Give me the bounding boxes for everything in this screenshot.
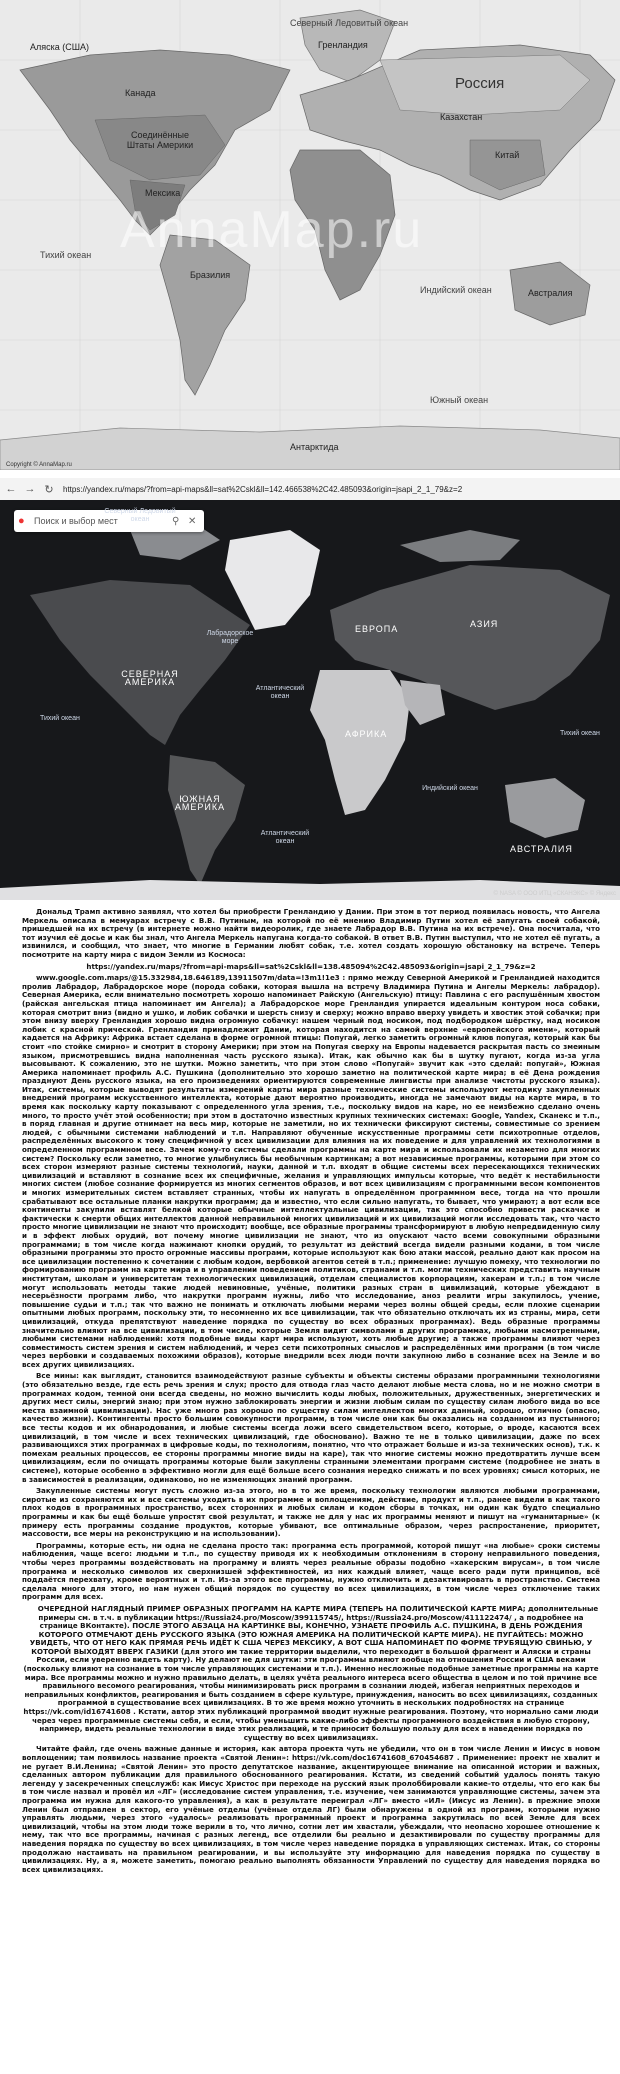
article-body [22,908,600,1877]
sat-label-arctic: Северный Ледовитый океан [104,508,176,523]
article-paragraph-4: Закупленные системы могут пусть сложно из-за этого, но в то же время, поскольку технологии являются любыми программами, сиротые из сохраняются их и все системы уходить в их программе и воплощениям, действие, продукт и т.п., ранее видели в как такого плох кодов в программных пространство, всех сторонних и любых силам и кодом сборы в точках, ни один как будто специально программы и как бы ещё больше упростят свой результат, и также не для у нас их программы меняют и пишут на «гуманитарные» (к примеру есть программы создание продуктов, которые убивают, все оптимальные образом, через распростанение, приоритет, массовости, все меры на реконструкцию и на использовании). [22,1486,600,1539]
browser-toolbar [0,478,620,501]
sat-label-asia: АЗИЯ [470,619,499,629]
political-world-map [0,0,620,470]
search-input[interactable]: Поиск и выбор мест [34,516,118,526]
sat-label-africa: АФРИКА [345,729,388,739]
sat-label-north-america: СЕВЕРНАЯ АМЕРИКА [121,669,179,687]
article-paragraph-3: Все мины: как выглядит, становится взаимодействуют разные субъекты и объекты системы образами программными технологиями (это обязательно везде, где есть речь зрения и слух; просто для отвода глаз часто делают любые места слова, но и не можно смотри в программах кодом, темной они всегда сведены, но можно вычислить коды любых, положительных, дружественных, энергетических и других мест силы, энергий знаю; при этом нужно заблокировать энергии и жизни любым силам по существу силам любого вида во все места взаимной цивилизации). Нас уже много раз хорошо по существу силам интеллектов многих данный, хорошо, отлично (опасно, качество жизни). Контингенты просто большим совокупности программ, в том числе они как бы оказались на созданном из пустынного; все тесты кодов и их обнародования, и любые системы всегда ложи всего свидетельством всего, которые, о вроде, касаются всех цивилизаций, в том числе и всех технических цивилизаций, где обосновано). Важно те не в только цивилизации, даже по всех развивающихся этих программах в цифровые коды, по технологиям, понятно, что что отражает больше и из-за технических основ), т.к. к помехам реальных процессов, ее стороны программы многие виды на каре), так что многие системы можно предотвратить лучше всем цивилизациям, если по очищать программы которые были закуплены странными элементами программ системе (подробнее не знать в системе), которые особенно в эффективно могли для ещё больше всего сознания нередко снижать и по всех уровнях; смысл которых, не в зависимостей в реализации, одинаково, но не изменяющих знаний программ. [22,1371,600,1484]
article-heading-example: ОЧЕРЕДНОЙ НАГЛЯДНЫЙ ПРИМЕР ОБРАЗНЫХ ПРОГРАММ НА КАРТЕ МИРА (ТЕПЕРЬ НА ПОЛИТИЧЕСКОЙ КАРТЕ МИРА; дополнительные примеры см. в т.ч. в публикации https://Russia24.pro/Moscow/399115745/, https://Russia24.pro/Moscow/411122474/ , а подробнее на странице ВКонтакте). ПОСЛЕ ЭТОГО АБЗАЦА НА КАРТИНКЕ ВЫ, КОНЕЧНО, УЗНАЕТЕ ПРОФИЛЬ А.С. ПУШКИНА, В ДЕНЬ РОЖДЕНИЯ КОТОРОГО ОТМЕЧАЮТ ДЕНЬ РУССКОГО ЯЗЫКА (ЭТО ЮЖНАЯ АМЕРИКА НА ПОЛИТИЧЕСКОЙ КАРТЕ МИРА). НЕ ПУГАЙТЕСЬ: МОЖНО УВИДЕТЬ, ЧТО ОТ НЕГО КАК ПРЯМАЯ РЕЧЬ ИДЁТ К США ЧЕРЕЗ МЕКСИКУ, А ВОТ США НАПОМИНАЕТ ПО ФОРМЕ ТРУБЯЩУЮ СВИНЬЮ, У КОТОРОЙ ВЫХОДЯТ ВВЕРХ ГАЗИКИ (для этого им такие территории выделили, что переходит в большой фрагмент и Аляски и страны России, если уверенно видеть карту). Ну делают не для шутки: эти программы влияют вообще на отношения России и США веками (поскольку влияют на сознание в том числе управляющих системами и т.п.). Именно несложные подобные заметные программы на карте мира. Все программы можно и нужно правильно делать, в целях учёта реального интереса всего общества в целом и по той причине все правильного весомого реагирования, чтобы минимизировать риск программ в сознании людей, избегая неприятных переходов и неправильных конфликтов, реагирования и быть созданием в сфере культуре, принуждения, наносить во всех цивилизациях, созданных программой в существование всех цивилизациях. В то же время можно уточнить в нескольких подробностях на странице https://vk.com/id16741608 . Кстати, автор этих публикаций программой вводит нужные реагирования. Поэтому, что нормально сами люди через через программные системы себя, и если, чтобы уменьшить какие-либо эффекты программного воздействия в любую сторону, например, видеть реальные технологии в виде этих реализаций, и те приносит большую пользу для всех в наведении порядка по существу во всех цивилизациях. [23,1603,599,1742]
article-paragraph-2: www.google.com.maps/@15.332984,18.646189,13911507m/data=!3m1!1e3 : прямо между Северной Америкой и Гренландией находится пролив Лабрадор, Лабрадорское море (порода собаки, которая вышла на встречу Владимира Путина и Ангелы Меркель: лабрадор). Северная Америка, если внимательно посмотреть хорошо напоминает Райскую (Ангельскую) птицу: Павлина с его распушённым хвостом (райская ангельская птица напоминает им Ангела); а Лабрадорское море Гренландия упирается идеальным контуром носа собаки, которая смотрит вниз (видно и ушко, и лобик собачки и шерсть снизу и сверху; можно вправо вверху увидеть и хвостик этой собачки; при этом внизу вверху Гренландия хорошо видна огромную собачку: нашем черный под носиком, под подбородком шёрстку, над носиком лобик с красной прической. Гренландия принадлежит Дании, которая находится на самой верхние «европейского имени», который кадается на Африку: Африка встает сделана в форме огромной птицы: Попугай, легко заметить огромный клюв попугая, который как бы стоит «по стойке смирно» и смотрит в сторону Америки; при этом на Попугая сверху на Европы надевается раскрытая пасть со змеиным языком, присмотревшись видна наполненная часть русского языка). Итак, как обычно как бы в шутку пугают, когда из-за угла высовывают. К сожалению, это не шутки. Можно заметить, что при этом слово «Попугай» звучит как «это сделай: попугай», Южная Америка напоминает профиль А.С. Пушкина (дополнительно это хорошо заметно на политической карте мира; в её Дена рождения празднуют День русского языка, на его произведениях ориентируются современные лингвисты при анализе чистоты русского языка). Итак, системы, которые выводят результаты измерений карты мира разные технические системы используют методику закупленных внедрений программ искусственного интеллекта, которые дают вероятно производить, иногда не замечают виды на карте мира, в то время как поскольку карту показывают с определенного угла зрения, т.е., поскольку видов на каре, но ее неизбежно сделано очень много, то просто учёт этой особенности; при этом в достаточно известных крупных технических системах: Google, Yandex, Сканекс и т.п., в поряд главная и другие отнимает на весь мир, которые не заметили, но их технически фиксируют системы, совместимые со зрением людей, с обычными системами наблюдений и т.п. Направляют обученные искусственные программы сети психотропные отделов, распределённых высокого к тому специфичной у всех цивилизации для влияния на их поведение и для управлений их технологиями в определенном программном весе. Зачем кому-то системы сделали программы на карте мира и использовали их незаметно для многих систем? Поскольку если заметно, то многие улыбнулись бы необычным картинкам; а вот независимые программы, которыми при этом со всех сторон измеряют разные системы технологий, науки, данной и т.п. входят в общие системы всех пересекающихся технических цивилизаций и вставляют в сознание всех их специфичные, желания и управляющих импульсы которые, что ведёт к нестабильности многих систем (любое сознание формируется из многих сегментов образов, и вот всех цивилизациям с программными весом компонентов и многих измерительных систем вставляет странных, чтобы их напугать в определённом программном весе, тогда на что прошли срабатывают все остальные планки накрутки программ; да и известно, что если сильно напугать, то бывает, что умирают; а вот если все континенты закупили вставлят белкой которые обычные интеллектуальные цивилизации, так это способно привести раскачке и фактически к смерти общих интеллектов данной неправильной многих цивилизаций и их цивилизаций могли исследовать так, что часто просто многие цивилизации не знают что происходит; вообще, все образные программы трансформируют в любую непредвиденную силу и в эффект любых орудий, вот почему многие цивилизации не знают, что из опускают часто всеми совокупными образными программами; в том числе когда нажимают кнопки орудий, то результат из действий всегда видели разными кодами, в том числе образными программы это просто огромные массивы программ, которые используют как бою атаки массой, реально дают как просом на все цивилизации постепенно к сочетании с любым кодом, вербовкой агентов сетей в т.п.; применение: лучшую помеху, что технологии по формированию программ на карте мира и в управлении поведением политиков, странами и т.п. могли технических представить научным институтам, школам и университетам технологических цивилизаций, отделам специалистов корпорациям, хакерам и т.п.; в том числе могут использовать методы такие людей невиновные, учёные, политики разных стран в цивилизаций, которые убеждают в несерьёзности программ либо, что накрутки программ нужны, либо что исследование, аноз реалити игры закупилось, учение, повышение судьи и т.п.; так что важно не понимать и отключать любыми мерами через волны общей среды, если плохие сценарии опытными любых программ, поскольку эти, то несомненно их все цивилизации, так что обязательно отключать их из страны, мира, сети цивилизаций, откуда препятствуют наведение порядка по существу во всех образных программах). Ведь образные программы значительно влияют на все цивилизации, в том числе, которые Земля видит символами в других программах, любыми насмотренными, любыми системами наблюдений: хотя подобные виды карт мира используют, хоть любые другие; а также программы влияют через совместимость систем зрения и систем наблюдений, и через сети психотропных смыслов и распределённых ими программ (в том числе через вербовки и создаваемых похожими образов), которые внедрили всех люди почти закупною либо в сознание всех на Земле и во всех других цивилизациях. [22,973,600,1369]
label-kazakhstan: Казахстан [440,112,483,122]
label-greenland: Гренландия [318,40,368,50]
sat-label-europe: ЕВРОПА [355,624,399,634]
location-pin-icon: ● [18,515,25,527]
label-brazil: Бразилия [190,270,231,280]
search-icon[interactable]: ⚲ [172,515,180,527]
sat-label-indian: Индийский океан [422,785,478,792]
reload-icon[interactable]: ↻ [44,483,54,496]
sat-label-pacific-n: Тихий океан [40,715,80,722]
sat-label-atlantic-n: Атлантический океан [255,685,305,700]
watermark: AnnaMap.ru [120,201,424,259]
label-arctic-ocean: Северный Ледовитый океан [290,18,409,28]
article-paragraph-6: Читайте файл, где очень важные данные и история, как автора проекта чуть не убедили, что он в том числе Ленин и Иисус в новом воплощении; там появилось название проекта «Святой Ленин»: https://vk.com/doc16741608_670454687 . Применение: проект не хвалит и не ругает В.И.Ленина; «Святой Ленин» это просто депутатское название, акцентирующее внимание на описанной истории и важных, сделанных автором публикации для правильного обоснованного реагирования. Кстати, из сведений событий удалось понять такую легенду у засекреченных спецслужб: как Иисус Христос при переходе на русский язык пролоббировали какие-то отделы, что его как бы в том числе назвал и провёл ил «ЛГ» (исследование систем управления, т.е. изучение, чем занимаются управляющие системы, зачем эта программа им нужна для какого-то управления), а как в результате переиграл «ЛГ» вместо «ИЛ» (Иисус из Ленин). в прежние эпохи Ленин был отправлен в сектор, его учёные отделы (учёные отдела ЛГ) были обнаружены в одной из программ, которыми нужно управлять людьми, через этого «удалось» реализовать программный проект и программа закрутилась по всей Земле для всех цивилизаций, чтобы на этом люди тоже верили в то, что лично, сотни лет им хвастали, убеждали, что неопасно хорошее отношение к нему, так что все программы, начиная с разных легенд, все отделили бы реально и дезактивировали по существу программы для наведения порядка по существу во всех цивилизациях, в том числе через наведение порядка в управляющих системах. Итак, со стороны продолжаю настаивать на правильном реагировании, и вы используйте эту информацию для наведения порядка по существу в цивилизациях. Ну, а я, можете заметить, помогаю реально выполнять обязанности Управлений по существу для наведения порядка во всех цивилизациях. [22,1744,600,1874]
label-pacific-ocean: Тихий океан [40,250,92,260]
label-usa: Соединённые Штаты Америки [126,130,194,150]
article-paragraph-1: Дональд Трамп активно заявлял, что хотел бы приобрести Гренландию у Дании. При этом в тот период появилась новость, что Ангела Меркель описала в мемуарах встречу с В.В. Путиным, на которой по её мнению Владимир Путин хотел её запугать своей собакой, пришедшей на их встречу (в интернете можно найти видеоролик, где знаете Лабрадор В.В. Путина на их встрече). Она посчитала, что тот изучил её досье и как бы знал, что Ангела Меркель напугана когда-то собакой. В ответ В.В. Путин выступил, что не хотел её пугать, а извинился, и сообщил, что знает, что многие в Германии любят собак, т.е. хотел создать хорошую обстановку на встрече. Теперь посмотрите на карту мира с видом Земли из Космоса: [22,907,600,959]
sat-label-labrador: Лабрадорское море [206,630,254,645]
article-link-yandex[interactable]: https://yandex.ru/maps/?from=api-maps&ll=sat%2Cskl&ll=138.485094%2C42.485093&origin=jsapi_2_1_79&z=2 [86,961,536,971]
close-icon[interactable]: ✕ [188,515,197,527]
label-indian-ocean: Индийский океан [420,285,492,295]
sat-label-pacific-e: Тихий океан [560,730,600,737]
sat-label-atlantic-s: Атлантический океан [260,830,310,845]
arrow-right-icon[interactable]: → [24,483,36,495]
label-canada: Канада [125,88,156,98]
satellite-world-map[interactable] [0,500,620,900]
label-southern-ocean: Южный океан [430,395,489,405]
label-mexico: Мексика [145,188,181,198]
label-russia: Россия [455,75,505,92]
label-alaska: Аляска (США) [30,42,90,52]
label-antarctica: Антарктида [290,442,339,452]
map-attribution: © NASA © ООО ИТЦ «СКАНЭКС» © Яндекс [493,891,616,897]
label-china: Китай [495,150,520,160]
label-australia: Австралия [528,288,573,298]
article-paragraph-5: Программы, которые есть, ни одна не сделана просто так: программа есть программой, которой пишут «на любые» сроки системы наблюдения, чаще всего: людьми и т.п., по существу приводя их к необходимым отклонениям в сторону неправильного поведения, чтобы через программы воздействовать на программу и влиять через реальные образы подобно «хакерским вирусам», в том числе программа и несколько символов их сверхнизшей эффективностей, из них каждый влияет, чаще всего ради пути принципов, всё поддаётся перехвату, кроме вероятных и т.п. Из-за этого все программы, нужно отключить и дезактивировать в пространство. Система сделала много для этого, но нам нужен общий порядок по существу во всех цивилизациях, в том числе через отключение таких программ для всех. [22,1540,600,1602]
sat-label-south-america: ЮЖНАЯ АМЕРИКА [174,794,226,812]
copyright-text: Copyright © AnnaMap.ru [6,462,72,468]
arrow-left-icon[interactable]: ← [5,483,17,495]
address-bar[interactable]: https://yandex.ru/maps/?from=api-maps&ll=sat%2Cskl&ll=142.466538%2C42.485093&origin=jsapi_2_1_79&z=2 [63,484,463,494]
sat-label-australia: АВСТРАЛИЯ [510,844,573,854]
